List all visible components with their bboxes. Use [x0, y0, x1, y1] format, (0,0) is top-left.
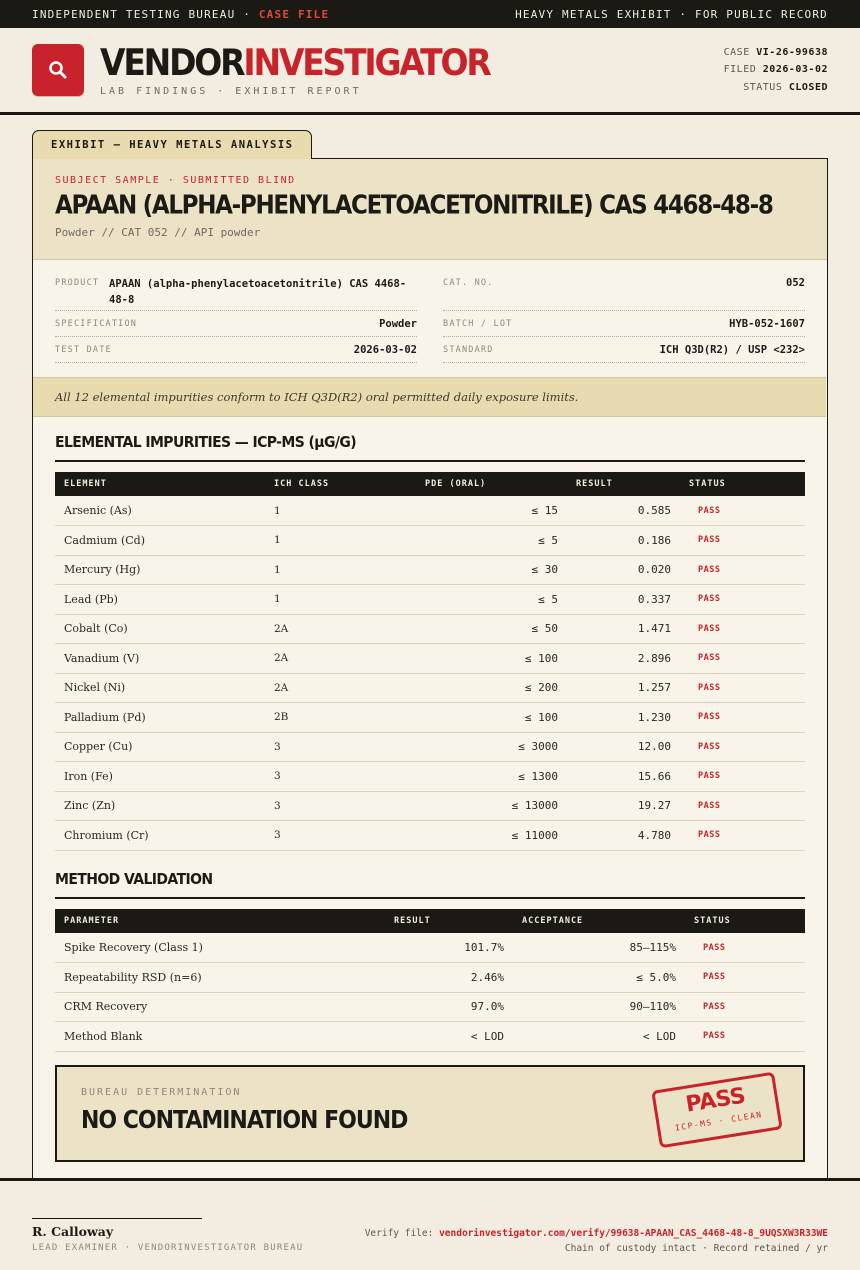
standard-label: STANDARD — [443, 345, 494, 355]
col-pde: PDE (ORAL) — [425, 479, 487, 489]
determination-label: BUREAU DETERMINATION — [81, 1087, 242, 1098]
element-name: Lead (Pb) — [55, 585, 265, 615]
header — [0, 28, 860, 112]
magnifier-icon — [47, 59, 69, 81]
status-badge: PASS — [680, 585, 805, 615]
col-val-result: RESULT — [394, 916, 431, 926]
bureau-determination — [55, 1065, 805, 1162]
col-ich-class: ICH CLASS — [274, 479, 330, 489]
result-value: 1.230 — [567, 703, 680, 733]
result-value: 0.585 — [567, 496, 680, 526]
status-badge: PASS — [680, 762, 805, 792]
acceptance-range: 90–110% — [513, 992, 685, 1022]
col-result: RESULT — [576, 479, 613, 489]
signature-line — [32, 1218, 202, 1219]
subject-title: APAAN (ALPHA-PHENYLACETOACETONITRILE) CAS 4468-48-8 — [55, 191, 773, 221]
subject-subtitle: Powder // CAT 052 // API powder — [55, 226, 261, 239]
pass-stamp — [651, 1072, 783, 1149]
test-date-label: TEST DATE — [55, 345, 112, 355]
pde-limit: ≤ 100 — [416, 703, 567, 733]
impurity-row — [55, 526, 805, 556]
filed-date: FILED 2026-03-02 — [723, 64, 828, 76]
verify-link[interactable]: vendorinvestigator.com/verify/99638-APAAN_CAS_4468-48-8_9UQSXW3R33WE — [439, 1228, 828, 1239]
pde-limit: ≤ 30 — [416, 555, 567, 585]
test-date-value: 2026-03-02 — [353, 344, 417, 356]
brand — [100, 40, 490, 97]
status-badge: PASS — [680, 732, 805, 762]
brand-name: VENDORINVESTIGATOR — [100, 40, 490, 84]
result-value: 1.257 — [567, 673, 680, 703]
parameter-name: Spike Recovery (Class 1) — [55, 933, 385, 963]
spec-value: Powder — [379, 318, 417, 330]
header-divider — [0, 112, 860, 115]
bureau-label: INDEPENDENT TESTING BUREAU · — [32, 7, 259, 21]
impurity-row — [55, 585, 805, 615]
case-file-label: CASE FILE — [258, 7, 330, 21]
exhibit-tab: EXHIBIT — HEAVY METALS ANALYSIS — [32, 130, 312, 159]
impurities-table — [55, 472, 805, 851]
validation-row — [55, 933, 805, 963]
col-element: ELEMENT — [64, 479, 107, 489]
status-badge: PASS — [685, 992, 805, 1022]
ich-class: 2A — [265, 644, 416, 674]
impurity-row — [55, 732, 805, 762]
conformance-summary: All 12 elemental impurities conform to ICH Q3D(R2) oral permitted daily exposure limits. — [33, 377, 826, 417]
impurity-row — [55, 555, 805, 585]
details-grid — [33, 260, 827, 377]
validation-row — [55, 992, 805, 1022]
result-value: 4.780 — [567, 821, 680, 851]
acceptance-range: 85–115% — [513, 933, 685, 963]
ich-class: 1 — [265, 555, 416, 585]
result-value: 0.186 — [567, 526, 680, 556]
determination-text: NO CONTAMINATION FOUND — [81, 1106, 408, 1135]
pde-limit: ≤ 100 — [416, 644, 567, 674]
result-value: 12.00 — [567, 732, 680, 762]
top-bar — [0, 0, 860, 28]
status-badge: PASS — [680, 791, 805, 821]
validation-row — [55, 963, 805, 993]
status-badge: PASS — [685, 1022, 805, 1052]
stamp-main: PASS — [684, 1083, 748, 1118]
col-status: STATUS — [689, 479, 726, 489]
pde-limit: ≤ 5 — [416, 526, 567, 556]
ich-class: 3 — [265, 821, 416, 851]
ich-class: 3 — [265, 732, 416, 762]
batch-label: BATCH / LOT — [443, 319, 513, 329]
result-value: 19.27 — [567, 791, 680, 821]
custody-note: Chain of custody intact · Record retained / yr — [564, 1243, 828, 1254]
cat-value: 052 — [786, 277, 805, 289]
stamp-sub: ICP-MS · CLEAN — [674, 1109, 764, 1133]
element-name: Cadmium (Cd) — [55, 526, 265, 556]
status-badge: PASS — [680, 703, 805, 733]
parameter-name: CRM Recovery — [55, 992, 385, 1022]
status-badge: PASS — [680, 673, 805, 703]
element-name: Zinc (Zn) — [55, 791, 265, 821]
element-name: Copper (Cu) — [55, 732, 265, 762]
case-number: CASE VI-26-99638 — [723, 46, 828, 58]
validation-result: 101.7% — [385, 933, 513, 963]
acceptance-range: < LOD — [513, 1022, 685, 1052]
impurities-header-row — [55, 472, 805, 496]
standard-value: ICH Q3D(R2) / USP <232> — [659, 344, 805, 356]
element-name: Iron (Fe) — [55, 762, 265, 792]
result-value: 0.020 — [567, 555, 680, 585]
element-name: Cobalt (Co) — [55, 614, 265, 644]
pde-limit: ≤ 1300 — [416, 762, 567, 792]
element-name: Chromium (Cr) — [55, 821, 265, 851]
impurity-row — [55, 821, 805, 851]
pde-limit: ≤ 50 — [416, 614, 567, 644]
brand-subtitle: LAB FINDINGS · EXHIBIT REPORT — [100, 85, 362, 97]
subject-block — [33, 159, 827, 260]
impurity-row — [55, 762, 805, 792]
logo — [32, 44, 84, 96]
element-name: Nickel (Ni) — [55, 673, 265, 703]
status-badge: PASS — [680, 821, 805, 851]
parameter-name: Repeatability RSD (n=6) — [55, 963, 385, 993]
validation-rule — [55, 897, 805, 899]
result-value: 15.66 — [567, 762, 680, 792]
ich-class: 3 — [265, 762, 416, 792]
impurity-row — [55, 496, 805, 526]
validation-row — [55, 1022, 805, 1052]
validation-result: 2.46% — [385, 963, 513, 993]
element-name: Mercury (Hg) — [55, 555, 265, 585]
cat-label: CAT. NO. — [443, 278, 494, 288]
exhibit-panel — [32, 158, 828, 1179]
status-badge: PASS — [680, 614, 805, 644]
element-name: Palladium (Pd) — [55, 703, 265, 733]
batch-value: HYB-052-1607 — [729, 318, 805, 330]
pde-limit: ≤ 11000 — [416, 821, 567, 851]
pde-limit: ≤ 5 — [416, 585, 567, 615]
ich-class: 2A — [265, 614, 416, 644]
impurities-rule — [55, 460, 805, 462]
validation-title: METHOD VALIDATION — [55, 871, 213, 889]
verify-block — [365, 1226, 828, 1256]
status-badge: PASS — [680, 644, 805, 674]
case-meta — [724, 44, 828, 97]
status-badge: PASS — [680, 526, 805, 556]
validation-table — [55, 909, 805, 1052]
col-val-status: STATUS — [694, 916, 731, 926]
product-label: PRODUCT — [55, 278, 100, 288]
pde-limit: ≤ 13000 — [416, 791, 567, 821]
examiner-title: LEAD EXAMINER · VENDORINVESTIGATOR BUREAU — [32, 1243, 304, 1253]
ich-class: 3 — [265, 791, 416, 821]
element-name: Arsenic (As) — [55, 496, 265, 526]
status-badge: PASS — [685, 933, 805, 963]
pde-limit: ≤ 3000 — [416, 732, 567, 762]
status-badge: PASS — [680, 555, 805, 585]
subject-tag: SUBJECT SAMPLE · SUBMITTED BLIND — [55, 175, 296, 186]
top-bar-right: HEAVY METALS EXHIBIT · FOR PUBLIC RECORD — [515, 7, 828, 21]
status-badge: PASS — [680, 496, 805, 526]
case-status: STATUS CLOSED — [743, 81, 828, 93]
result-value: 2.896 — [567, 644, 680, 674]
ich-class: 2B — [265, 703, 416, 733]
impurity-row — [55, 791, 805, 821]
ich-class: 1 — [265, 526, 416, 556]
ich-class: 2A — [265, 673, 416, 703]
pde-limit: ≤ 15 — [416, 496, 567, 526]
col-acceptance: ACCEPTANCE — [522, 916, 584, 926]
validation-result: 97.0% — [385, 992, 513, 1022]
footer-divider — [0, 1178, 860, 1181]
impurity-row — [55, 703, 805, 733]
status-badge: PASS — [685, 963, 805, 993]
impurity-row — [55, 644, 805, 674]
element-name: Vanadium (V) — [55, 644, 265, 674]
ich-class: 1 — [265, 496, 416, 526]
validation-result: < LOD — [385, 1022, 513, 1052]
impurity-row — [55, 673, 805, 703]
result-value: 1.471 — [567, 614, 680, 644]
validation-header-row — [55, 909, 805, 933]
impurities-title: ELEMENTAL IMPURITIES — ICP-MS (μG/G) — [55, 434, 357, 452]
verify-line: Verify file: vendorinvestigator.com/verify/99638-APAAN_CAS_4468-48-8_9UQSXW3R33WE — [364, 1228, 828, 1239]
col-parameter: PARAMETER — [64, 916, 120, 926]
product-value: APAAN (alpha-phenylacetoacetonitrile) CAS 4468-48-8 — [109, 278, 407, 306]
examiner-name: R. Calloway — [32, 1224, 114, 1239]
acceptance-range: ≤ 5.0% — [513, 963, 685, 993]
ich-class: 1 — [265, 585, 416, 615]
impurity-row — [55, 614, 805, 644]
parameter-name: Method Blank — [55, 1022, 385, 1052]
result-value: 0.337 — [567, 585, 680, 615]
pde-limit: ≤ 200 — [416, 673, 567, 703]
top-bar-left — [32, 8, 329, 21]
spec-label: SPECIFICATION — [55, 319, 138, 329]
